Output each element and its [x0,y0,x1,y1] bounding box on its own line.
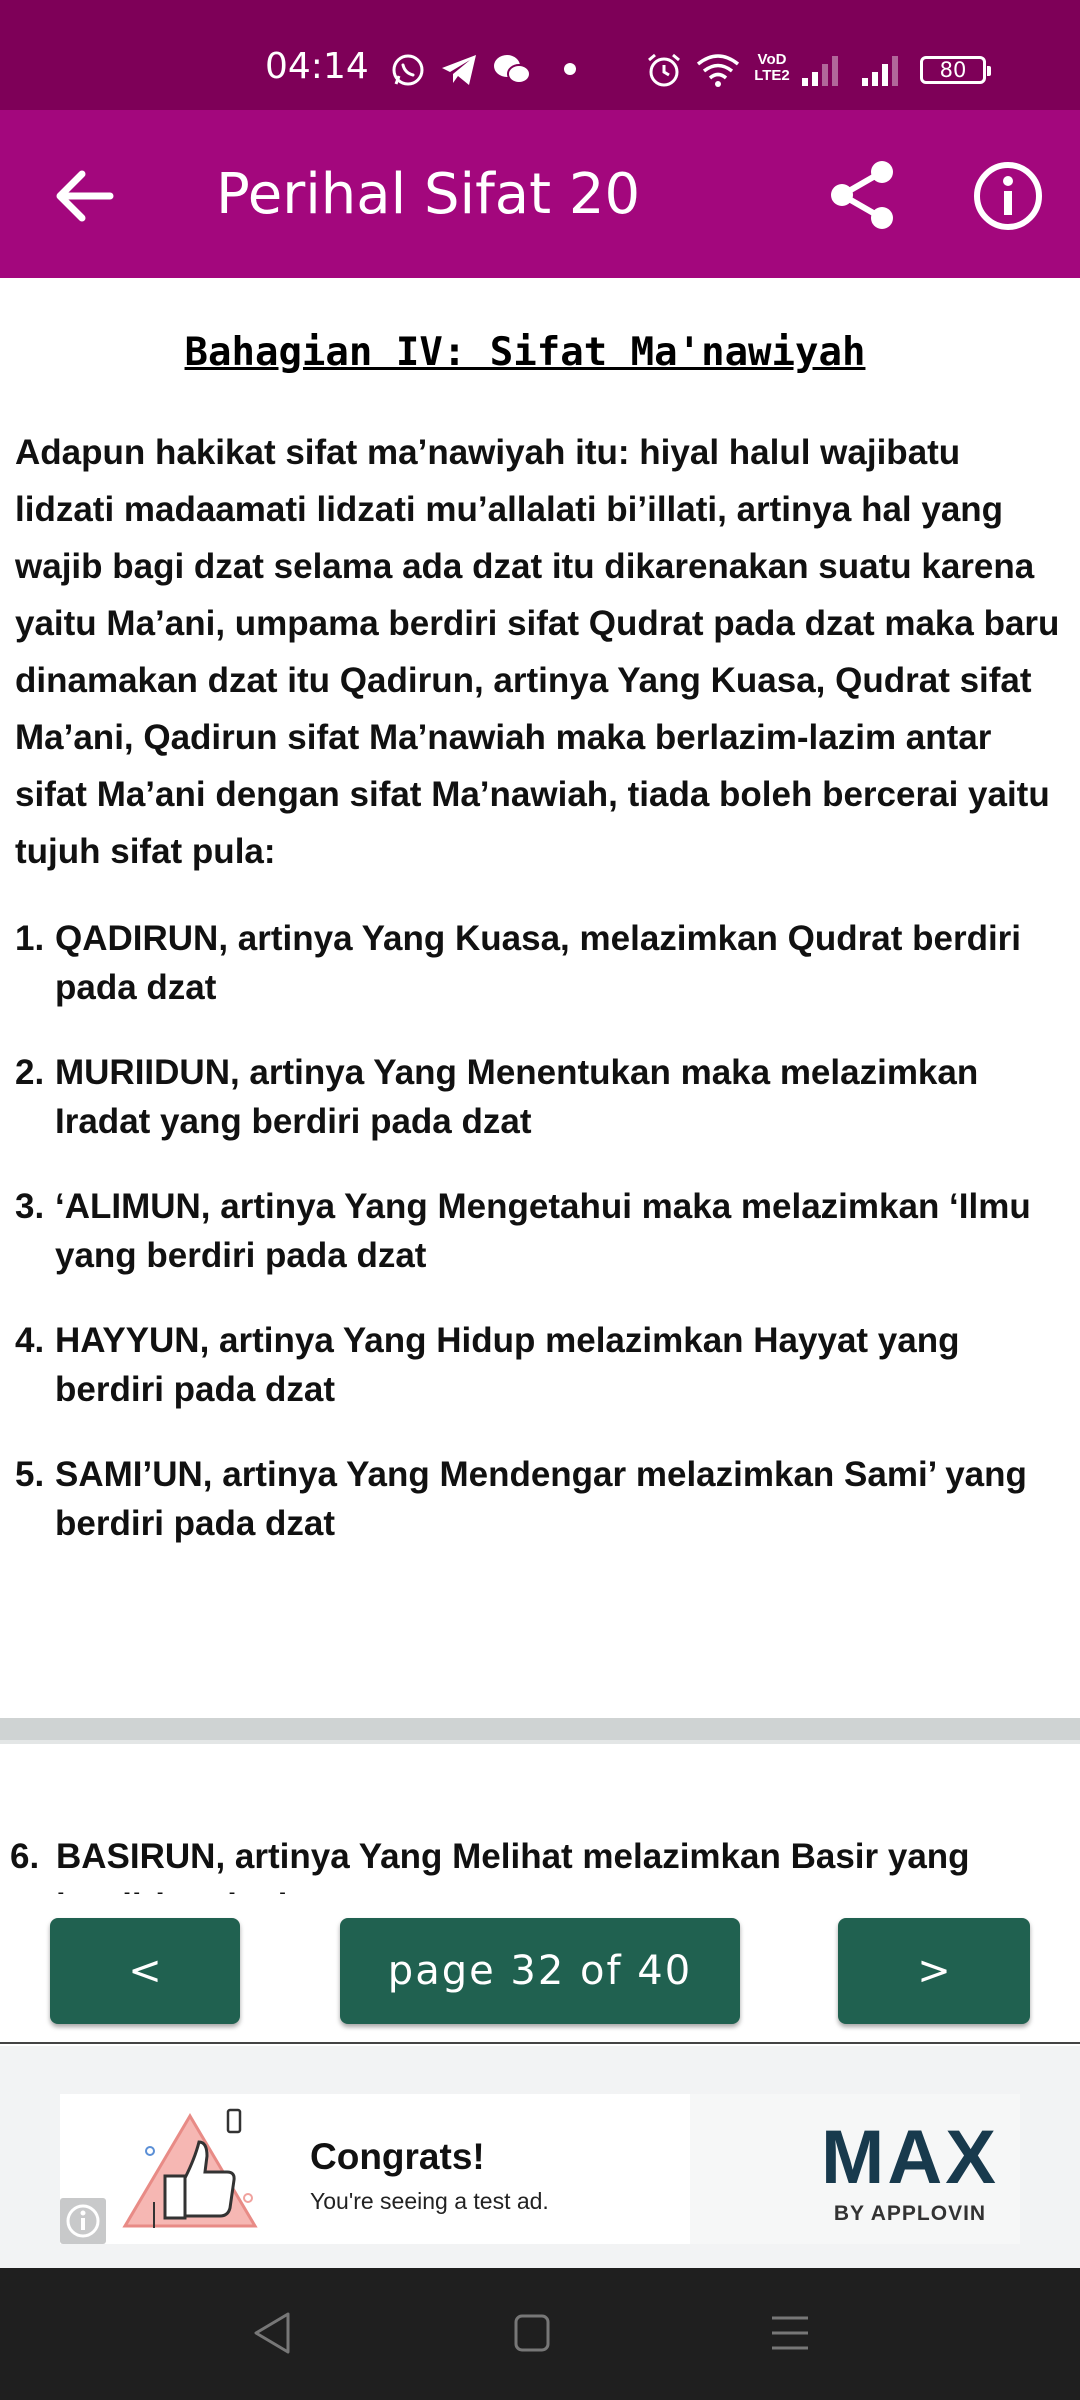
page-indicator-button[interactable]: page 32 of 40 [340,1918,740,2024]
list-item-text: ‘ALIMUN, artinya Yang Mengetahui maka melazimkan ‘Ilmu yang berdiri pada dzat [55,1187,1031,1275]
list-item-text: SAMI’UN, artinya Yang Mendengar melazimkan Sami’ yang berdiri pada dzat [55,1455,1027,1543]
list-item-number: 1. [15,919,45,958]
battery-indicator: 80 [920,56,986,84]
max-by-applovin: BY APPLOVIN [833,2202,987,2225]
app-bar [0,110,1080,278]
section-title: Bahagian IV: Sifat Ma'nawiyah [184,330,866,375]
share-icon[interactable] [828,160,898,230]
list-item-text: BASIRUN, artinya Yang Melihat melazimkan Basir yang [56,1837,970,1876]
system-nav-bar [0,2268,1080,2400]
prev-page-button[interactable]: < [50,1918,240,2024]
pager [0,1894,1080,2044]
volte-label-top: VoD [757,51,787,68]
arrow-left-icon[interactable] [52,164,116,228]
list-item [15,914,1070,1012]
page-divider [0,1718,1080,1744]
alarm-icon [646,52,682,88]
status-time: 04:14 [265,46,369,87]
list-item-text: QADIRUN, artinya Yang Kuasa, melazimkan Qudrat berdiri pada dzat [55,919,1022,1007]
thumbs-up-icon [120,2106,270,2236]
next-page-preview[interactable] [0,1744,1080,1894]
list-item [15,1316,1070,1414]
content-page [0,278,1080,1718]
list-item-number: 6. [10,1837,40,1876]
list-item [15,1450,1070,1548]
list-item-text: HAYYUN, artinya Yang Hidup melazimkan Hayyat yang berdiri pada dzat [55,1321,960,1409]
list-item [15,1182,1070,1280]
intro-paragraph: Adapun hakikat sifat ma’nawiyah itu: hiyal halul wajibatu lidzati madaamati lidzati mu’allalati bi’illati, artinya hal yang wajib bagi dzat selama ada dzat itu dikarenakan suatu karena yaitu Ma’ani, umpama berdiri sifat Qudrat pada dzat maka baru dinamakan dzat itu Qadirun, artinya Yang Kuasa, Qudrat sifat Ma’ani, Qadirun sifat Ma’nawiah maka berlazim-lazim antar sifat Ma’ani dengan sifat Ma’nawiah, tiada boleh bercerai yaitu tujuh sifat pula: [15,433,1060,871]
status-bar [0,0,1080,110]
list-item-text: MURIIDUN, artinya Yang Menentukan maka melazimkan Iradat yang berdiri pada dzat [55,1053,979,1141]
volte-icon [752,52,792,84]
wechat-icon [492,52,532,88]
telegram-icon [440,52,478,88]
whatsapp-icon [390,52,426,88]
list-item-number: 4. [15,1321,45,1360]
list-item-number: 5. [15,1455,45,1494]
max-logo: MAX [821,2115,999,2200]
home-square-icon[interactable] [510,2308,554,2358]
list-item [15,1048,1070,1146]
ad-banner[interactable] [60,2094,1020,2244]
ad-area [0,2046,1080,2268]
page-title: Perihal Sifat 20 [216,162,641,227]
list-item-number: 2. [15,1053,45,1092]
volte-label-bottom: LTE2 [754,67,790,84]
info-icon[interactable] [972,160,1044,232]
sifat-list [15,914,1070,1584]
signal-icon [800,52,840,88]
signal-icon [860,52,900,88]
ad-subtitle: You're seeing a test ad. [310,2188,549,2214]
dot-icon [563,62,577,76]
list-item-number: 3. [15,1187,45,1226]
ad-title: Congrats! [310,2136,485,2177]
next-page-button[interactable]: > [838,1918,1030,2024]
wifi-icon [696,52,740,88]
info-icon[interactable] [60,2198,106,2244]
back-triangle-icon[interactable] [250,2308,294,2358]
menu-lines-icon[interactable] [768,2308,812,2358]
